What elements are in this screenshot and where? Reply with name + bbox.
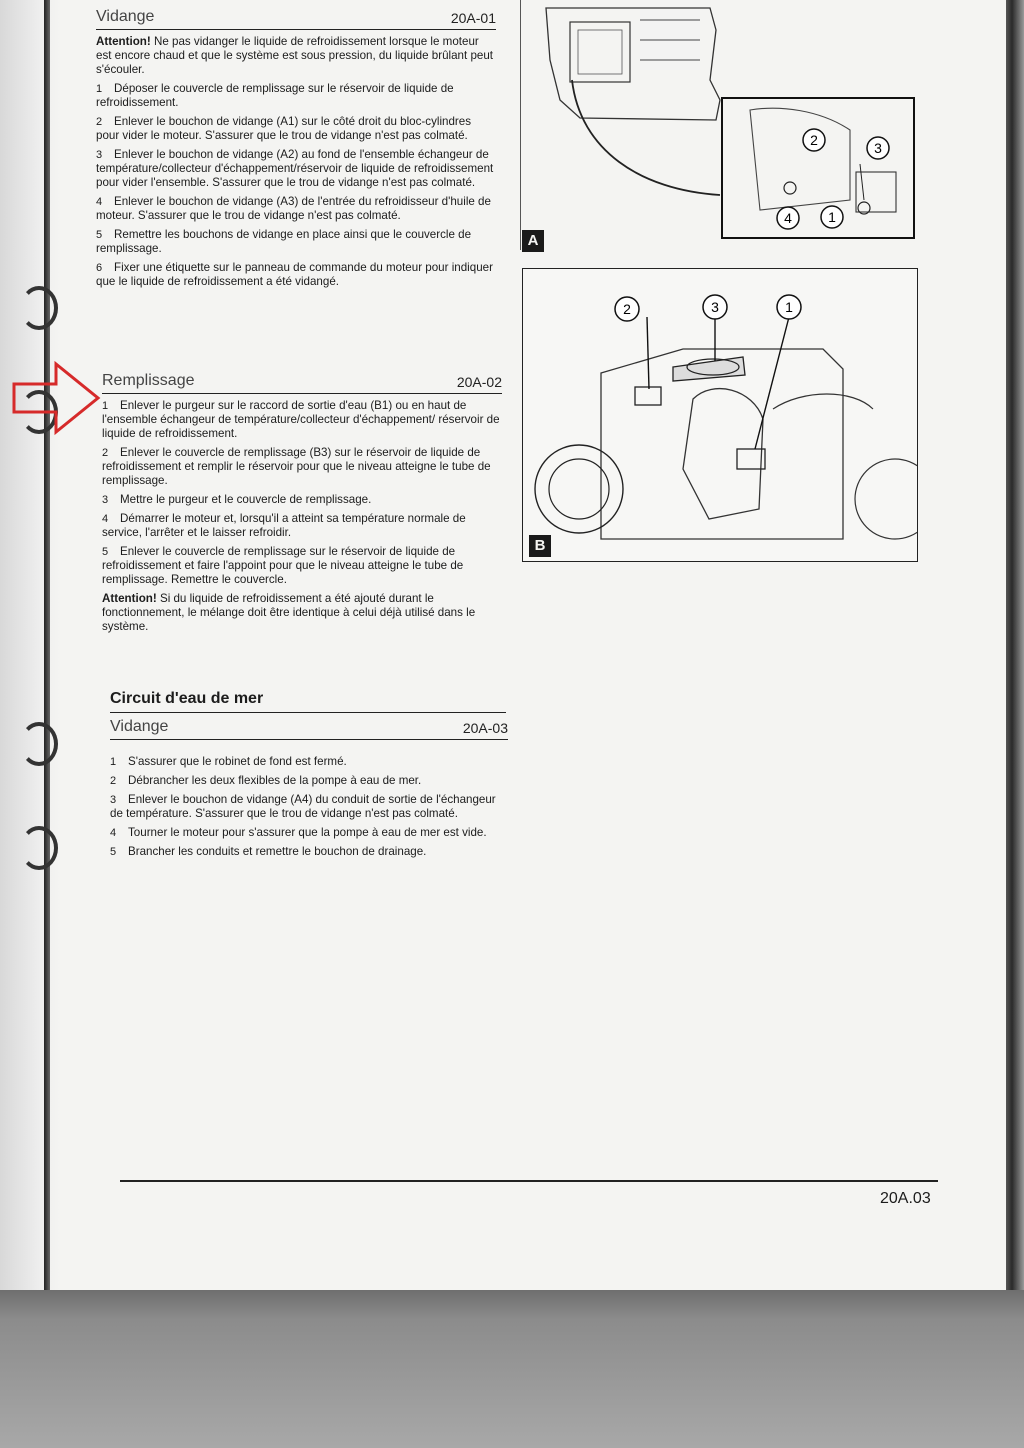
step-number: 2	[110, 775, 117, 787]
step-text: Déposer le couvercle de remplissage sur le réservoir de liquide de refroidissement.	[96, 82, 454, 109]
step-number: 3	[110, 794, 117, 806]
scan-bottom-shadow	[0, 1290, 1024, 1448]
figure-b	[522, 268, 918, 562]
step	[110, 755, 508, 769]
step	[110, 826, 508, 840]
step-number: 1	[96, 83, 103, 95]
step-number: 2	[102, 447, 109, 459]
binder-ring	[20, 286, 58, 330]
step-text: Tourner le moteur pour s'assurer que la pompe à eau de mer est vide.	[128, 826, 487, 839]
attention-note	[96, 35, 496, 77]
figure-tag: A	[522, 230, 544, 252]
step-number: 6	[96, 262, 103, 274]
section-title: Vidange	[110, 718, 169, 735]
step	[102, 446, 502, 488]
step-text: Démarrer le moteur et, lorsqu'il a atteint sa température normale de service, l'arrêter et le laisser refroidir.	[102, 512, 466, 539]
attention-text: Si du liquide de refroidissement a été ajouté durant le fonctionnement, le mélange doit être identique à celui déjà utilisé dans le système.	[102, 592, 476, 633]
step	[96, 195, 496, 223]
step-number: 4	[96, 196, 103, 208]
step	[96, 148, 496, 190]
step	[110, 793, 508, 821]
callout-label: 4	[784, 210, 792, 226]
step-text: Enlever le bouchon de vidange (A1) sur le côté droit du bloc-cylindres pour vider le moteur. S'assurer que le trou de vidange n'est pas colmaté.	[96, 115, 472, 142]
callouts-a	[520, 0, 918, 250]
step-text: Remettre les bouchons de vidange en place ainsi que le couvercle de remplissage.	[96, 228, 472, 255]
step-number: 4	[102, 513, 109, 525]
page-edge-shadow	[1006, 0, 1024, 1300]
attention-text: Ne pas vidanger le liquide de refroidissement lorsque le moteur est encore chaud et que le système est sous pression, du liquide brûlant peut s'écouler.	[96, 35, 494, 76]
step-text: Fixer une étiquette sur le panneau de commande du moteur pour indiquer que le liquide de refroidissement a été vidangé.	[96, 261, 493, 288]
section-header	[96, 8, 496, 30]
red-arrow-icon	[12, 360, 102, 436]
figure-a	[520, 0, 918, 250]
step	[102, 545, 502, 587]
step-number: 5	[102, 546, 109, 558]
step	[96, 261, 496, 289]
step-number: 5	[110, 846, 117, 858]
section-code: 20A-01	[450, 10, 496, 26]
step-text: Mettre le purgeur et le couvercle de remplissage.	[120, 493, 372, 506]
attention-label: Attention!	[96, 35, 151, 48]
figure-tag: B	[529, 535, 551, 557]
callout-label: 3	[874, 140, 882, 156]
step-text: Débrancher les deux flexibles de la pompe à eau de mer.	[128, 774, 422, 787]
step-text: Enlever le bouchon de vidange (A2) au fond de l'ensemble échangeur de température/collecteur d'échappement/réservoir de liquide de refroidissement pour vider l'ensemble. S'assurer que le trou de vidange n'est pas colmaté.	[96, 148, 494, 189]
callout-label: 2	[623, 301, 631, 317]
callouts-b	[523, 269, 917, 561]
page-number: 20A.03	[880, 1190, 931, 1207]
step-text: S'assurer que le robinet de fond est fermé.	[128, 755, 347, 768]
step-text: Enlever le couvercle de remplissage sur le réservoir de liquide de refroidissement et faire l'appoint pour que le niveau atteigne le tube de remplissage. Remettre le couvercle.	[102, 545, 464, 586]
binder-ring	[20, 826, 58, 870]
section-header	[102, 372, 502, 394]
step	[96, 82, 496, 110]
binder-edge	[44, 0, 50, 1290]
step-number: 3	[96, 149, 103, 161]
footer-rule	[120, 1180, 938, 1182]
step-text: Enlever le purgeur sur le raccord de sortie d'eau (B1) ou en haut de l'ensemble échangeur de température/collecteur d'échappement/ réservoir de liquide de refroidissement.	[102, 399, 500, 440]
callout-label: 1	[785, 299, 793, 315]
step-number: 1	[110, 756, 117, 768]
attention-note	[102, 592, 502, 634]
section-title: Remplissage	[102, 372, 195, 389]
section-code: 20A-03	[462, 720, 508, 736]
binder-strip	[0, 0, 60, 1300]
step-number: 4	[110, 827, 117, 839]
section-remplissage	[102, 372, 502, 634]
step	[102, 512, 502, 540]
step	[102, 399, 502, 441]
step	[110, 774, 508, 788]
section-title: Vidange	[96, 8, 155, 25]
step-number: 1	[102, 400, 109, 412]
step	[102, 493, 502, 507]
step-text: Enlever le bouchon de vidange (A3) de l'entrée du refroidisseur d'huile de moteur. S'assurer que le trou de vidange n'est pas colmaté.	[96, 195, 491, 222]
step-text: Brancher les conduits et remettre le bouchon de drainage.	[128, 845, 427, 858]
binder-ring	[20, 722, 58, 766]
section-vidange	[96, 8, 496, 289]
step-number: 5	[96, 229, 103, 241]
section-vidange-mer	[110, 718, 508, 859]
callout-label: 1	[828, 209, 836, 225]
callout-label: 2	[810, 132, 818, 148]
section-code: 20A-02	[456, 374, 502, 390]
section-header	[110, 718, 508, 740]
attention-label: Attention!	[102, 592, 157, 605]
step-text: Enlever le couvercle de remplissage (B3) sur le réservoir de liquide de refroidissement et remplir le réservoir pour que le niveau atteigne le tube de remplissage.	[102, 446, 491, 487]
step	[96, 115, 496, 143]
callout-label: 3	[711, 299, 719, 315]
step-text: Enlever le bouchon de vidange (A4) du conduit de sortie de l'échangeur de température. S'assurer que le trou de vidange n'est pas colmaté.	[110, 793, 496, 820]
step	[96, 228, 496, 256]
step	[110, 845, 508, 859]
step-number: 3	[102, 494, 109, 506]
step-number: 2	[96, 116, 103, 128]
circuit-title: Circuit d'eau de mer	[110, 690, 506, 713]
